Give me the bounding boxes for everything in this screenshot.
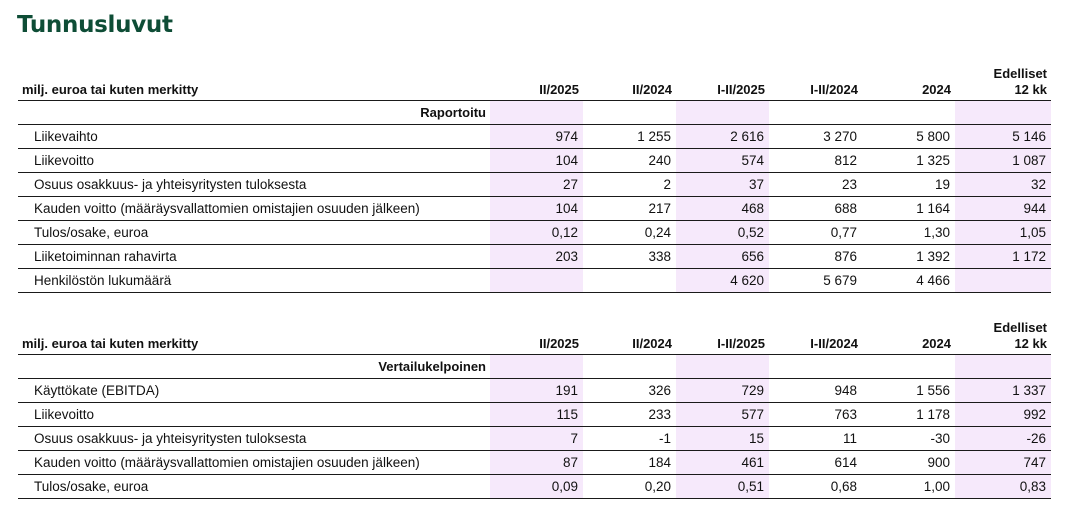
column-header-unit: milj. euroa tai kuten merkitty <box>18 318 490 355</box>
row-label: Liikevoitto <box>18 403 490 427</box>
table-cell: 461 <box>676 451 769 475</box>
table-cell: 7 <box>490 427 583 451</box>
page-title: Tunnusluvut <box>17 12 173 38</box>
column-header-q2-2025: II/2025 <box>490 318 583 355</box>
table-cell: 0,20 <box>583 475 676 499</box>
table-cell: 974 <box>490 125 583 149</box>
column-header-last-12-months: Edelliset 12 kk <box>955 64 1051 101</box>
table-cell: 115 <box>490 403 583 427</box>
table-cell: 763 <box>769 403 862 427</box>
column-header-h1-2024: I-II/2024 <box>769 318 862 355</box>
table-row <box>18 197 1051 221</box>
table-cell: 4 620 <box>676 269 769 293</box>
table-cell: 27 <box>490 173 583 197</box>
table-cell: 5 679 <box>769 269 862 293</box>
table-cell: 0,83 <box>955 475 1051 499</box>
table-cell: -26 <box>955 427 1051 451</box>
table-cell: 688 <box>769 197 862 221</box>
row-label: Osuus osakkuus- ja yhteisyritysten tuloksesta <box>18 427 490 451</box>
table-row <box>18 149 1051 173</box>
row-label: Osuus osakkuus- ja yhteisyritysten tuloksesta <box>18 173 490 197</box>
row-label: Tulos/osake, euroa <box>18 221 490 245</box>
table-cell: 5 146 <box>955 125 1051 149</box>
table-cell: 0,24 <box>583 221 676 245</box>
table-cell: 0,52 <box>676 221 769 245</box>
table-header-row <box>18 64 1051 101</box>
table-cell: 944 <box>955 197 1051 221</box>
table-row <box>18 475 1051 499</box>
table-cell: 203 <box>490 245 583 269</box>
table-header-row <box>18 318 1051 355</box>
table-row <box>18 173 1051 197</box>
table-cell: 900 <box>862 451 955 475</box>
table-cell: 992 <box>955 403 1051 427</box>
row-label: Liikevaihto <box>18 125 490 149</box>
row-label: Henkilöstön lukumäärä <box>18 269 490 293</box>
table-cell: 338 <box>583 245 676 269</box>
table-cell: -30 <box>862 427 955 451</box>
table-cell: 574 <box>676 149 769 173</box>
table-row <box>18 427 1051 451</box>
table-cell: 1 178 <box>862 403 955 427</box>
column-header-q2-2024: II/2024 <box>583 64 676 101</box>
table-cell <box>955 269 1051 293</box>
table-cell: 1 325 <box>862 149 955 173</box>
table-cell: 1,05 <box>955 221 1051 245</box>
column-header-unit: milj. euroa tai kuten merkitty <box>18 64 490 101</box>
table-cell: 104 <box>490 197 583 221</box>
table-cell: 15 <box>676 427 769 451</box>
table-cell <box>583 269 676 293</box>
table-cell: 0,12 <box>490 221 583 245</box>
section-label: Vertailukelpoinen <box>18 355 490 379</box>
table-cell: 0,68 <box>769 475 862 499</box>
section-label: Raportoitu <box>18 101 490 125</box>
table-cell: 3 270 <box>769 125 862 149</box>
key-figures-table-comparable <box>18 318 1051 499</box>
table-cell: 1 172 <box>955 245 1051 269</box>
section-row <box>18 355 1051 379</box>
column-header-h1-2025: I-II/2025 <box>676 318 769 355</box>
table-cell: 948 <box>769 379 862 403</box>
column-header-h1-2024: I-II/2024 <box>769 64 862 101</box>
table-body <box>18 355 1051 499</box>
table-cell: 4 466 <box>862 269 955 293</box>
row-label: Liikevoitto <box>18 149 490 173</box>
table-cell: 614 <box>769 451 862 475</box>
table-cell: 656 <box>676 245 769 269</box>
table-cell: -1 <box>583 427 676 451</box>
table-row <box>18 451 1051 475</box>
table-cell: 1 164 <box>862 197 955 221</box>
table-cell: 812 <box>769 149 862 173</box>
table-cell <box>490 269 583 293</box>
table-row <box>18 269 1051 293</box>
table-cell: 1 255 <box>583 125 676 149</box>
row-label: Tulos/osake, euroa <box>18 475 490 499</box>
column-header-2024: 2024 <box>862 64 955 101</box>
table-cell: 240 <box>583 149 676 173</box>
row-label: Kauden voitto (määräysvallattomien omistajien osuuden jälkeen) <box>18 197 490 221</box>
column-header-q2-2024: II/2024 <box>583 318 676 355</box>
table-cell: 32 <box>955 173 1051 197</box>
row-label: Käyttökate (EBITDA) <box>18 379 490 403</box>
table-cell: 1 337 <box>955 379 1051 403</box>
table-cell: 1,00 <box>862 475 955 499</box>
table-cell: 0,09 <box>490 475 583 499</box>
table-cell: 1 556 <box>862 379 955 403</box>
column-header-2024: 2024 <box>862 318 955 355</box>
table-cell: 37 <box>676 173 769 197</box>
table-cell: 326 <box>583 379 676 403</box>
table-cell: 747 <box>955 451 1051 475</box>
table-cell: 1 392 <box>862 245 955 269</box>
table-cell: 729 <box>676 379 769 403</box>
table-row <box>18 379 1051 403</box>
key-figures-table-reported <box>18 64 1051 293</box>
table-cell: 2 616 <box>676 125 769 149</box>
table-cell: 5 800 <box>862 125 955 149</box>
table-cell: 23 <box>769 173 862 197</box>
section-row <box>18 101 1051 125</box>
table-cell: 1 087 <box>955 149 1051 173</box>
table-body <box>18 101 1051 293</box>
table-row <box>18 125 1051 149</box>
table-cell: 577 <box>676 403 769 427</box>
table-cell: 2 <box>583 173 676 197</box>
table-row <box>18 245 1051 269</box>
table-cell: 184 <box>583 451 676 475</box>
row-label: Kauden voitto (määräysvallattomien omistajien osuuden jälkeen) <box>18 451 490 475</box>
column-header-q2-2025: II/2025 <box>490 64 583 101</box>
column-header-h1-2025: I-II/2025 <box>676 64 769 101</box>
table-cell: 1,30 <box>862 221 955 245</box>
table-row <box>18 403 1051 427</box>
table-cell: 19 <box>862 173 955 197</box>
row-label: Liiketoiminnan rahavirta <box>18 245 490 269</box>
table-cell: 468 <box>676 197 769 221</box>
table-cell: 217 <box>583 197 676 221</box>
table-cell: 191 <box>490 379 583 403</box>
table-cell: 87 <box>490 451 583 475</box>
table-cell: 233 <box>583 403 676 427</box>
table-cell: 0,77 <box>769 221 862 245</box>
table-cell: 11 <box>769 427 862 451</box>
table-row <box>18 221 1051 245</box>
column-header-last-12-months: Edelliset 12 kk <box>955 318 1051 355</box>
table-cell: 0,51 <box>676 475 769 499</box>
table-cell: 104 <box>490 149 583 173</box>
table-cell: 876 <box>769 245 862 269</box>
